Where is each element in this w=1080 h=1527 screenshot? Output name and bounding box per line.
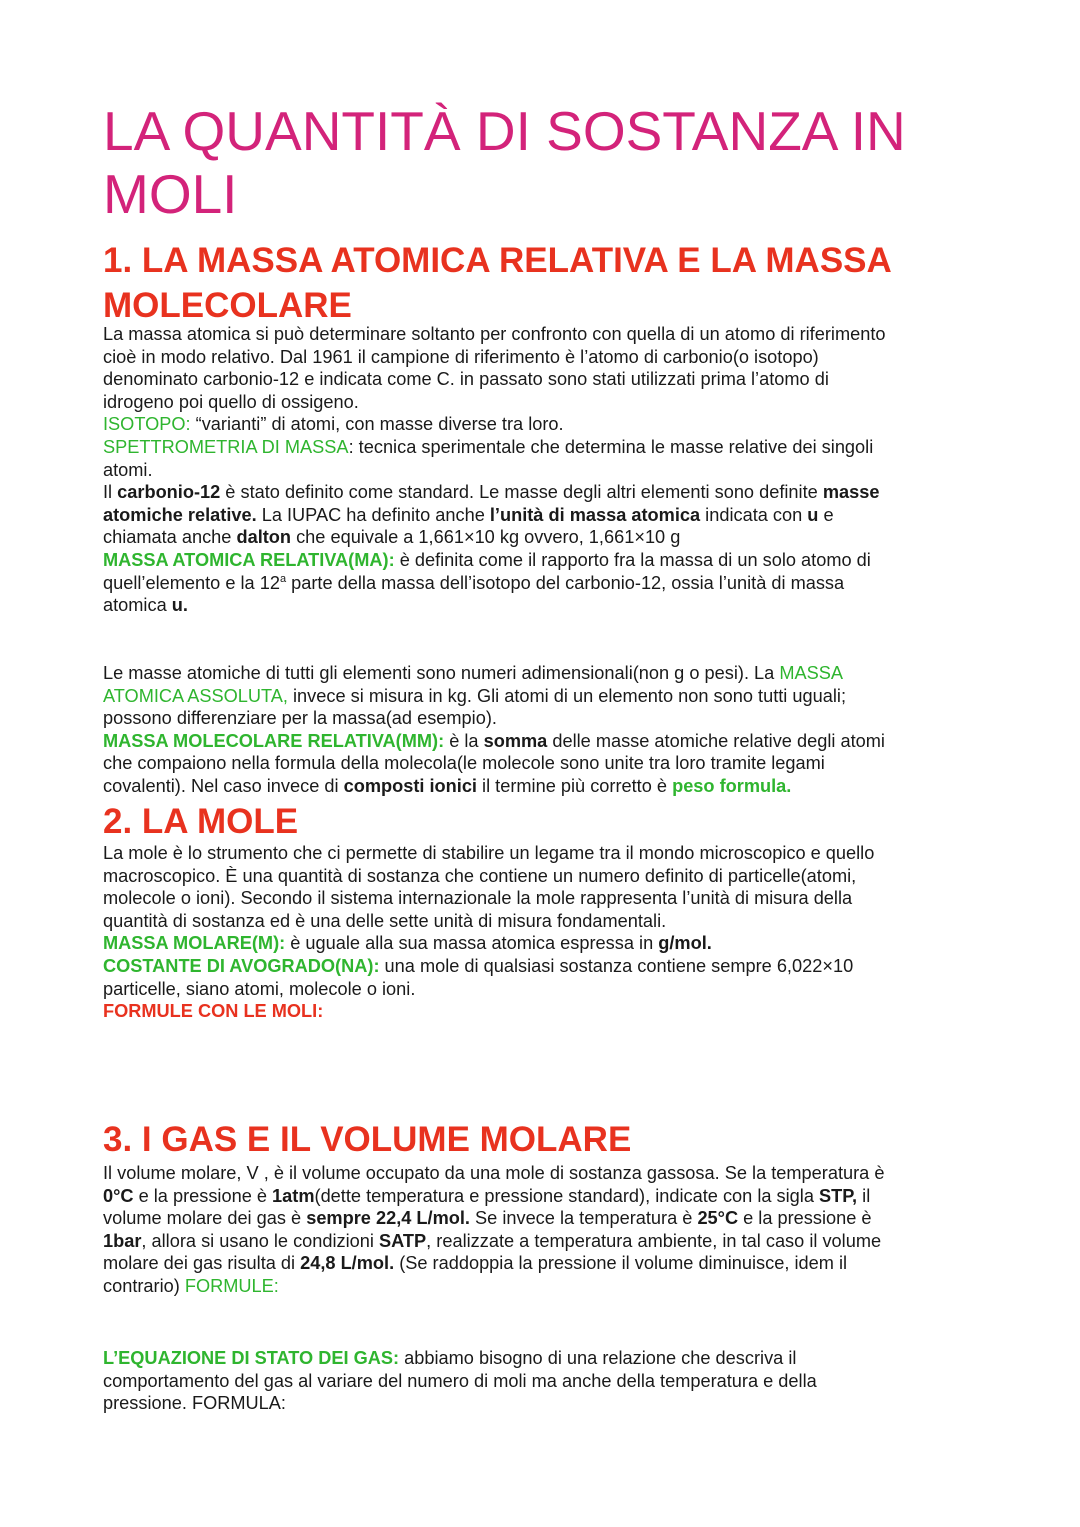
mm-definition: MASSA MOLECOLARE RELATIVA(MM): è la somma delle masse atomiche relative degli atomi	[103, 730, 885, 751]
massa-molare-definition: MASSA MOLARE(M): è uguale alla sua massa atomica espressa in g/mol.	[103, 933, 712, 954]
paragraph-line: comportamento del gas al variare del numero di moli ma anche della temperatura e della	[103, 1370, 817, 1391]
paragraph-line: cioè in modo relativo. Dal 1961 il campione di riferimento è l’atomo di carbonio(o isotopo)	[103, 346, 819, 367]
carbonio-paragraph: Il carbonio-12 è stato definito come standard. Le masse degli altri elementi sono definite masse	[103, 482, 880, 503]
paragraph-line: molare dei gas risulta di 24,8 L/mol. (Se raddoppia la pressione il volume diminuisce, idem il	[103, 1253, 848, 1274]
equazione-definition: L’EQUAZIONE DI STATO DEI GAS: abbiamo bisogno di una relazione che descriva il	[103, 1348, 797, 1368]
paragraph-line: Le masse atomiche di tutti gli elementi sono numeri adimensionali(non g o pesi). La MASSA	[103, 663, 844, 683]
paragraph-line: La mole è lo strumento che ci permette di stabilire un legame tra il mondo microscopico e quello	[103, 843, 875, 863]
spettrometria-term: SPETTROMETRIA DI MASSA	[103, 436, 349, 457]
avogadro-definition: COSTANTE DI AVOGRADO(NA): una mole di qualsiasi sostanza contiene sempre 6,022×10	[103, 955, 854, 976]
paragraph-line: volume molare dei gas è sempre 22,4 L/mol. Se invece la temperatura è 25°C e la pressione è	[103, 1208, 872, 1229]
paragraph-line: quantità di sostanza ed è una delle sette unità di misura fondamentali.	[103, 910, 667, 931]
paragraph-line: La massa atomica si può determinare soltanto per confronto con quella di un atomo di riferimento	[103, 324, 886, 344]
section-3-body	[103, 1162, 983, 1298]
avogadro-term: COSTANTE DI AVOGRADO(NA):	[103, 955, 380, 976]
paragraph-line: Il volume molare, V , è il volume occupato da una mole di sostanza gassosa. Se la temperatura è	[103, 1163, 885, 1183]
paragraph-line: idrogeno poi quello di ossigeno.	[103, 391, 359, 412]
paragraph-line: 1bar, allora si usano le condizioni SATP, realizzate a temperatura ambiente, in tal caso il volume	[103, 1230, 882, 1251]
formule-moli-label: FORMULE CON LE MOLI:	[103, 1001, 324, 1022]
carbonio-paragraph: atomiche relative. La IUPAC ha definito anche l’unità di massa atomica indicata con u e	[103, 504, 834, 525]
paragraph-line: molecole o ioni). Secondo il sistema internazionale la mole rappresenta l’unità di misura della	[103, 888, 853, 909]
avogadro-definition: particelle, siano atomi, molecole o ioni.	[103, 978, 416, 999]
ma-definition: MASSA ATOMICA RELATIVA(MA): è definita come il rapporto fra la massa di un solo atomo di	[103, 549, 871, 570]
section-1-heading: 1. LA MASSA ATOMICA RELATIVA E LA MASSA MOLECOLARE	[103, 241, 891, 325]
paragraph-line: atomi.	[103, 459, 153, 480]
ma-definition: quell’elemento e la 12$^a$ parte della massa dell’isotopo del carbonio-12, ossia l’unità di massa	[103, 572, 845, 593]
isotopo-definition: ISOTOPO: “varianti” di atomi, con masse diverse tra loro.	[103, 414, 564, 435]
paragraph-line: 0°C e la pressione è 1atm(dette temperatura e pressione standard), indicate con la sigla STP, il	[103, 1185, 871, 1206]
section-3-heading: 3. I GAS E IL VOLUME MOLARE	[103, 1120, 632, 1159]
ma-term: MASSA ATOMICA RELATIVA(MA):	[103, 549, 395, 570]
formule-gas-label: FORMULE:	[184, 1275, 279, 1296]
equazione-stato-block	[103, 1347, 983, 1415]
paragraph-line: macroscopico. È una quantità di sostanza che contiene un numero definito di particelle(atomi,	[103, 865, 857, 886]
mm-term: MASSA MOLECOLARE RELATIVA(MM):	[103, 730, 445, 751]
spettrometria-definition: SPETTROMETRIA DI MASSA: tecnica sperimentale che determina le masse relative dei singoli	[103, 436, 874, 457]
section-2-body	[103, 842, 983, 1023]
section-2-heading: 2. LA MOLE	[103, 802, 299, 841]
paragraph-line: possono differenziare per la massa(ad esempio).	[103, 708, 497, 729]
section-1-intro	[103, 323, 983, 617]
massa-molare-term: MASSA MOLARE(M):	[103, 933, 286, 954]
mm-definition: che compaiono nella formula della molecola(le molecole sono unite tra loro tramite legami	[103, 753, 825, 774]
paragraph-line: pressione. FORMULA:	[103, 1393, 286, 1414]
paragraph-line: contrario) FORMULE:	[103, 1275, 279, 1296]
isotopo-term: ISOTOPO:	[103, 414, 191, 435]
ma-definition: atomica u.	[103, 595, 188, 616]
massa-assoluta-term: ATOMICA ASSOLUTA,	[103, 685, 288, 706]
equazione-term: L’EQUAZIONE DI STATO DEI GAS:	[103, 1348, 400, 1368]
page-title: LA QUANTITÀ DI SOSTANZA IN MOLI	[103, 100, 906, 225]
mm-definition: covalenti). Nel caso invece di composti ionici il termine più corretto è peso formula.	[103, 775, 792, 796]
paragraph-line: denominato carbonio-12 e indicata come C. in passato sono stati utilizzati prima l’atomo di	[103, 369, 829, 390]
paragraph-line: ATOMICA ASSOLUTA, invece si misura in kg. Gli atomi di un elemento non sono tutti uguali;	[103, 685, 846, 706]
carbonio-paragraph: chiamata anche dalton che equivale a 1,661×10 kg ovvero, 1,661×10 g	[103, 527, 681, 548]
section-1-masses	[103, 662, 983, 798]
